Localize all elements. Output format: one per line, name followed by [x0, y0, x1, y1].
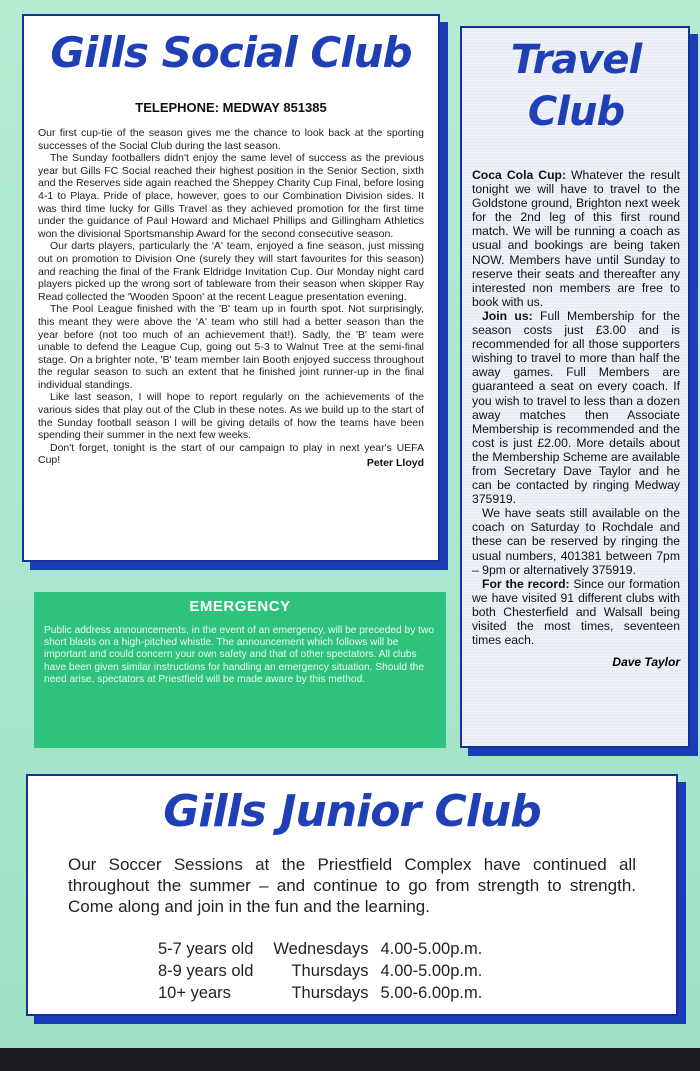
- social-paragraph: The Pool League finished with the 'B' team up in fourth spot. Not surprisingly, this meant they were above the 'A' team who still had a better season than the year before (not too much of an achievement that!). Sadly, the 'B' team were unable to defend the League Cup, going out 5-3 to Walnut Tree at the semi-final stage. On a brighter note, 'B' team member Iain Booth enjoyed success throughout the regular season to such an extent that he finished joint runner-up in the final individual standings.: [38, 303, 424, 391]
- travel-text: We have seats still available on the coach on Saturday to Rochdale and these can be reserved by ringing the usual numbers, 401381 between 7pm – 9pm or alternatively 375919.: [472, 506, 680, 577]
- travel-heading: For the record:: [482, 576, 570, 591]
- emergency-text: Public address announcements, in the event of an emergency, will be preceded by two short blasts on a high-pitched whistle. The announcement which follows will be important and could concern your own safety and that of other spectators. All clubs have been given similar instructions for handling an emergency situation. Should the need arise, spectators at Priestfield will be made aware by this method.: [44, 625, 434, 685]
- travel-signature: Dave Taylor: [612, 655, 680, 670]
- travel-text: Since our formation we have visited 91 different clubs with both Chesterfield and Walsall being visited the most times, seventeen times each.: [472, 576, 680, 648]
- junior-intro: Our Soccer Sessions at the Priestfield Complex have continued all throughout the summer – and continue to go from strength to strength. Come along and join in the fun and the learning.: [68, 855, 636, 916]
- telephone-line: TELEPHONE: MEDWAY 851385: [135, 100, 327, 115]
- social-signature: Peter Lloyd: [366, 457, 424, 470]
- session-age: 10+ years: [158, 984, 231, 1002]
- session-time: 5.00-6.00p.m.: [380, 984, 483, 1002]
- social-club-panel: [22, 14, 440, 562]
- travel-club-title: Travel Club: [510, 37, 642, 135]
- junior-club-title: Gills Junior Club: [163, 786, 541, 837]
- travel-paragraph: [472, 506, 680, 576]
- travel-paragraph: [472, 168, 680, 309]
- session-day: Thursdays: [291, 962, 369, 980]
- travel-text: Whatever the result tonight we will have to travel to the Goldstone ground, Brighton next week for the 2nd leg of this first round match. We will be running a coach as usual and bookings are being taken NOW. Members have until Sunday to reserve their seats and thereafter any interested non members are free to book with us.: [472, 168, 680, 309]
- session-age: 5-7 years old: [158, 940, 254, 958]
- travel-club-panel: [460, 26, 690, 748]
- session-age: 8-9 years old: [158, 962, 254, 980]
- travel-heading: Coca Cola Cup:: [472, 168, 567, 182]
- session-time: 4.00-5.00p.m.: [380, 962, 483, 980]
- emergency-title: EMERGENCY: [189, 598, 291, 615]
- social-paragraph: The Sunday footballers didn't enjoy the same level of success as the previous year but Gills FC Social reached their highest position in the Senior Section, sixth and the Reserves side again reached the Sheppey Charity Cup Final, before losing 4-1 to Playa. Pride of place, however, goes to our Combination Division sides. It was third time lucky for Gills Travel as they achieved promotion for the first time under the guidance of Paul Howard and Michael Phillips and Gillingham Athletics won the divisional Sportsmanship Award for the second consecutive season.: [38, 152, 424, 240]
- table-row: [158, 961, 502, 983]
- social-paragraph: Like last season, I will hope to report regularly on the achievements of the various sides that play out of the Club in these notes. As we build up to the start of the Sunday football season I will be giving details of how the teams have been spending their summer in the next few weeks.: [38, 391, 424, 442]
- session-day: Thursdays: [291, 984, 369, 1002]
- emergency-box: [34, 592, 446, 748]
- junior-club-panel: [26, 774, 678, 1016]
- travel-heading: Join us:: [482, 308, 533, 323]
- page-bottom-edge: [0, 1048, 700, 1071]
- social-club-title: Gills Social Club: [50, 28, 412, 77]
- travel-text: Full Membership for the season costs just £3.00 and is recommended for all those supporters wishing to travel to more than half the away games. Full Members are guaranteed a seat on every coach. If you wish to travel to less than a dozen away matches then Associate Membership is recommended and the cost is just £2.00. More details about the Membership Scheme are available from Secretary Dave Taylor and he can be contacted by ringing Medway 375919.: [472, 308, 680, 507]
- travel-paragraph: [472, 577, 680, 647]
- table-row: [158, 939, 502, 961]
- session-time: 4.00-5.00p.m.: [380, 940, 483, 958]
- session-day: Wednesdays: [273, 940, 369, 958]
- travel-paragraph: [472, 309, 680, 506]
- social-paragraph: Our darts players, particularly the 'A' team, enjoyed a fine season, just missing out on promotion to Division One (surely they will start favourites for this season) and reaching the final of the Frank Eldridge Invitation Cup. Our Monday night card players picked up the wrong sort of tableware from their season when skipper Ray Read collected the 'Wooden Spoon' at the recent League presentation evening.: [38, 240, 424, 303]
- social-paragraph: Our first cup-tie of the season gives me the chance to look back at the sporting successes of the Social Club during the last season.: [38, 127, 424, 152]
- table-row: [158, 983, 502, 1005]
- social-paragraph: Don't forget, tonight is the start of our campaign to play in next year's UEFA Cup!: [38, 441, 424, 467]
- session-table: [158, 939, 502, 1005]
